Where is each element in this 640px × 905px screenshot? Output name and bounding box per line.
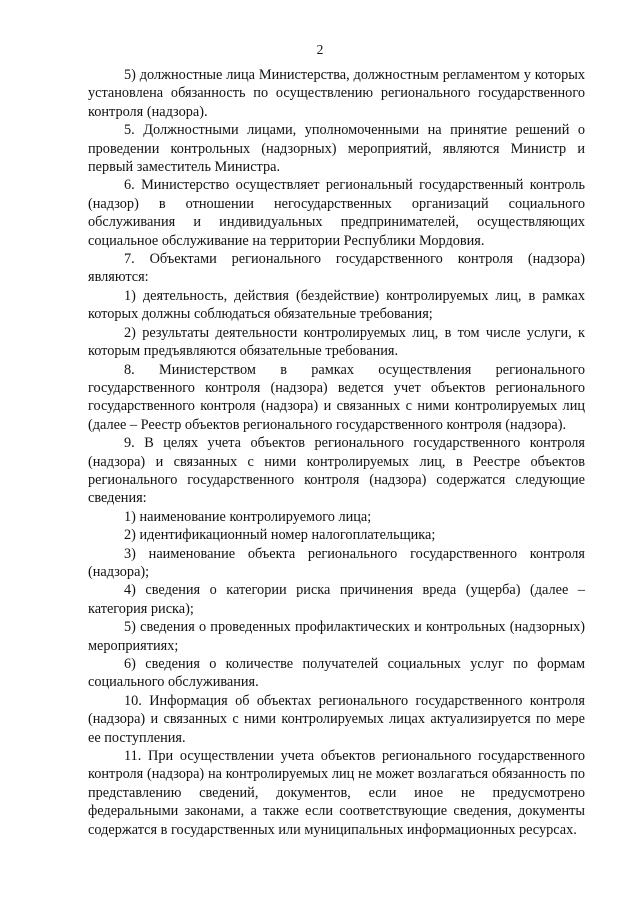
- list-item: 5) сведения о проведенных профилактических и контрольных (надзорных) мероприятиях;: [88, 619, 585, 654]
- paragraph: 10. Информация об объектах регионального государственного контроля (надзора) и связанных с ними контролируемых лицах актуализируется по мере ее поступления.: [88, 692, 585, 746]
- list-item: 6) сведения о количестве получателей социальных услуг по формам социального обслуживания.: [88, 656, 585, 691]
- paragraph: 7. Объектами регионального государственного контроля (надзора) являются:: [88, 251, 585, 286]
- list-item: 3) наименование объекта регионального государственного контроля (надзора);: [88, 545, 585, 580]
- paragraph: 5. Должностными лицами, уполномоченными на принятие решений о проведении контрольных (надзорных) мероприятий, являются Министр и первый заместитель Министра.: [88, 122, 585, 176]
- list-item: 2) результаты деятельности контролируемых лиц, в том числе услуги, к которым предъявляются обязательные требования.: [88, 324, 585, 360]
- list-item: 4) сведения о категории риска причинения вреда (ущерба) (далее – категория риска);: [88, 582, 585, 617]
- page-number: 2: [316, 42, 324, 57]
- paragraph: 9. В целях учета объектов регионального государственного контроля (надзора) и связанных с ними контролируемых лиц, в Реестре объектов регионального государственного контроля (надзора) содержатся следующие сведения:: [88, 435, 585, 507]
- paragraph: 8. Министерством в рамках осуществления регионального государственного контроля (надзора) ведется учет объектов регионального государственного контроля (надзора) и связанных с ними контролируемых лиц (далее – Реестр объектов регионального государственного контроля (надзора).: [88, 361, 585, 433]
- list-item: 1) деятельность, действия (бездействие) контролируемых лиц, в рамках которых должны соблюдаться обязательные требования;: [88, 287, 585, 323]
- list-item: 2) идентификационный номер налогоплательщика;: [124, 527, 436, 544]
- paragraph: 11. При осуществлении учета объектов регионального государственного контроля (надзора) на контролируемых лиц не может возлагаться обязанность по представлению сведений, документов, если иное не предусмотрено федеральными законами, а также если соответствующие сведения, документы содержатся в государственных или муниципальных информационных ресурсах.: [88, 748, 585, 838]
- list-item: 1) наименование контролируемого лица;: [124, 508, 372, 525]
- document-body: [88, 66, 585, 839]
- paragraph: 6. Министерство осуществляет региональный государственный контроль (надзор) в отношении негосударственных организаций социального обслуживания и индивидуальных предпринимателей, осуществляющих социальное обслуживание на территории Республики Мордовия.: [88, 177, 585, 249]
- paragraph: 5) должностные лица Министерства, должностным регламентом у которых установлена обязанность по осуществлению регионального государственного контроля (надзора).: [88, 67, 585, 120]
